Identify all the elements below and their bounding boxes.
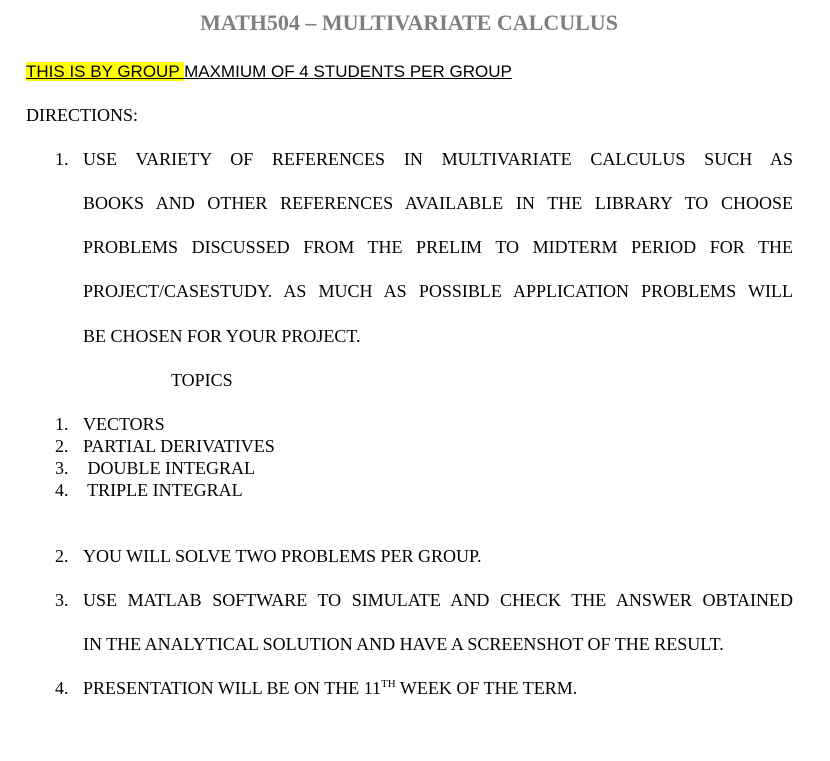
- item-2-text: YOU WILL SOLVE TWO PROBLEMS PER GROUP.: [83, 546, 482, 566]
- item-3-line-1: USE MATLAB SOFTWARE TO SIMULATE AND CHECK THE ANSWER OBTAINED: [83, 590, 793, 610]
- topic-partial-derivatives: PARTIAL DERIVATIVES: [83, 436, 275, 456]
- topic-triple-integral: TRIPLE INTEGRAL: [83, 480, 243, 500]
- item-2-number: 2.: [55, 546, 69, 566]
- topics-heading: TOPICS: [171, 370, 233, 390]
- item-4-text-after: WEEK OF THE TERM.: [395, 678, 578, 698]
- item-4-superscript: TH: [381, 678, 396, 690]
- topic-number: 2.: [55, 436, 69, 456]
- topic-number: 3.: [55, 458, 69, 478]
- item-4-text: [83, 678, 577, 699]
- item-4-number: 4.: [55, 678, 69, 698]
- topic-number: 4.: [55, 480, 69, 500]
- item-1-line-3: PROBLEMS DISCUSSED FROM THE PRELIM TO MIDTERM PERIOD FOR THE: [83, 237, 793, 257]
- item-1-line-1: USE VARIETY OF REFERENCES IN MULTIVARIATE CALCULUS SUCH AS: [83, 149, 793, 169]
- item-3-number: 3.: [55, 590, 69, 610]
- page-title: MATH504 – MULTIVARIATE CALCULUS: [200, 10, 618, 35]
- item-4-text-before: PRESENTATION WILL BE ON THE 11: [83, 678, 382, 698]
- item-1-number: 1.: [55, 149, 69, 169]
- directions-label: DIRECTIONS:: [26, 105, 138, 125]
- topic-double-integral: DOUBLE INTEGRAL: [83, 458, 255, 478]
- topic-vectors: VECTORS: [83, 414, 165, 434]
- item-1-line-2: BOOKS AND OTHER REFERENCES AVAILABLE IN THE LIBRARY TO CHOOSE: [83, 193, 793, 213]
- group-note-highlighted: THIS IS BY GROUP: [26, 62, 185, 81]
- item-3-line-2: IN THE ANALYTICAL SOLUTION AND HAVE A SCREENSHOT OF THE RESULT.: [83, 634, 724, 654]
- item-1-line-5: BE CHOSEN FOR YOUR PROJECT.: [83, 326, 361, 346]
- item-1-line-4: PROJECT/CASESTUDY. AS MUCH AS POSSIBLE APPLICATION PROBLEMS WILL: [83, 281, 793, 301]
- topic-number: 1.: [55, 414, 69, 434]
- group-note: [26, 62, 512, 82]
- group-note-rest: MAXMIUM OF 4 STUDENTS PER GROUP: [184, 62, 512, 81]
